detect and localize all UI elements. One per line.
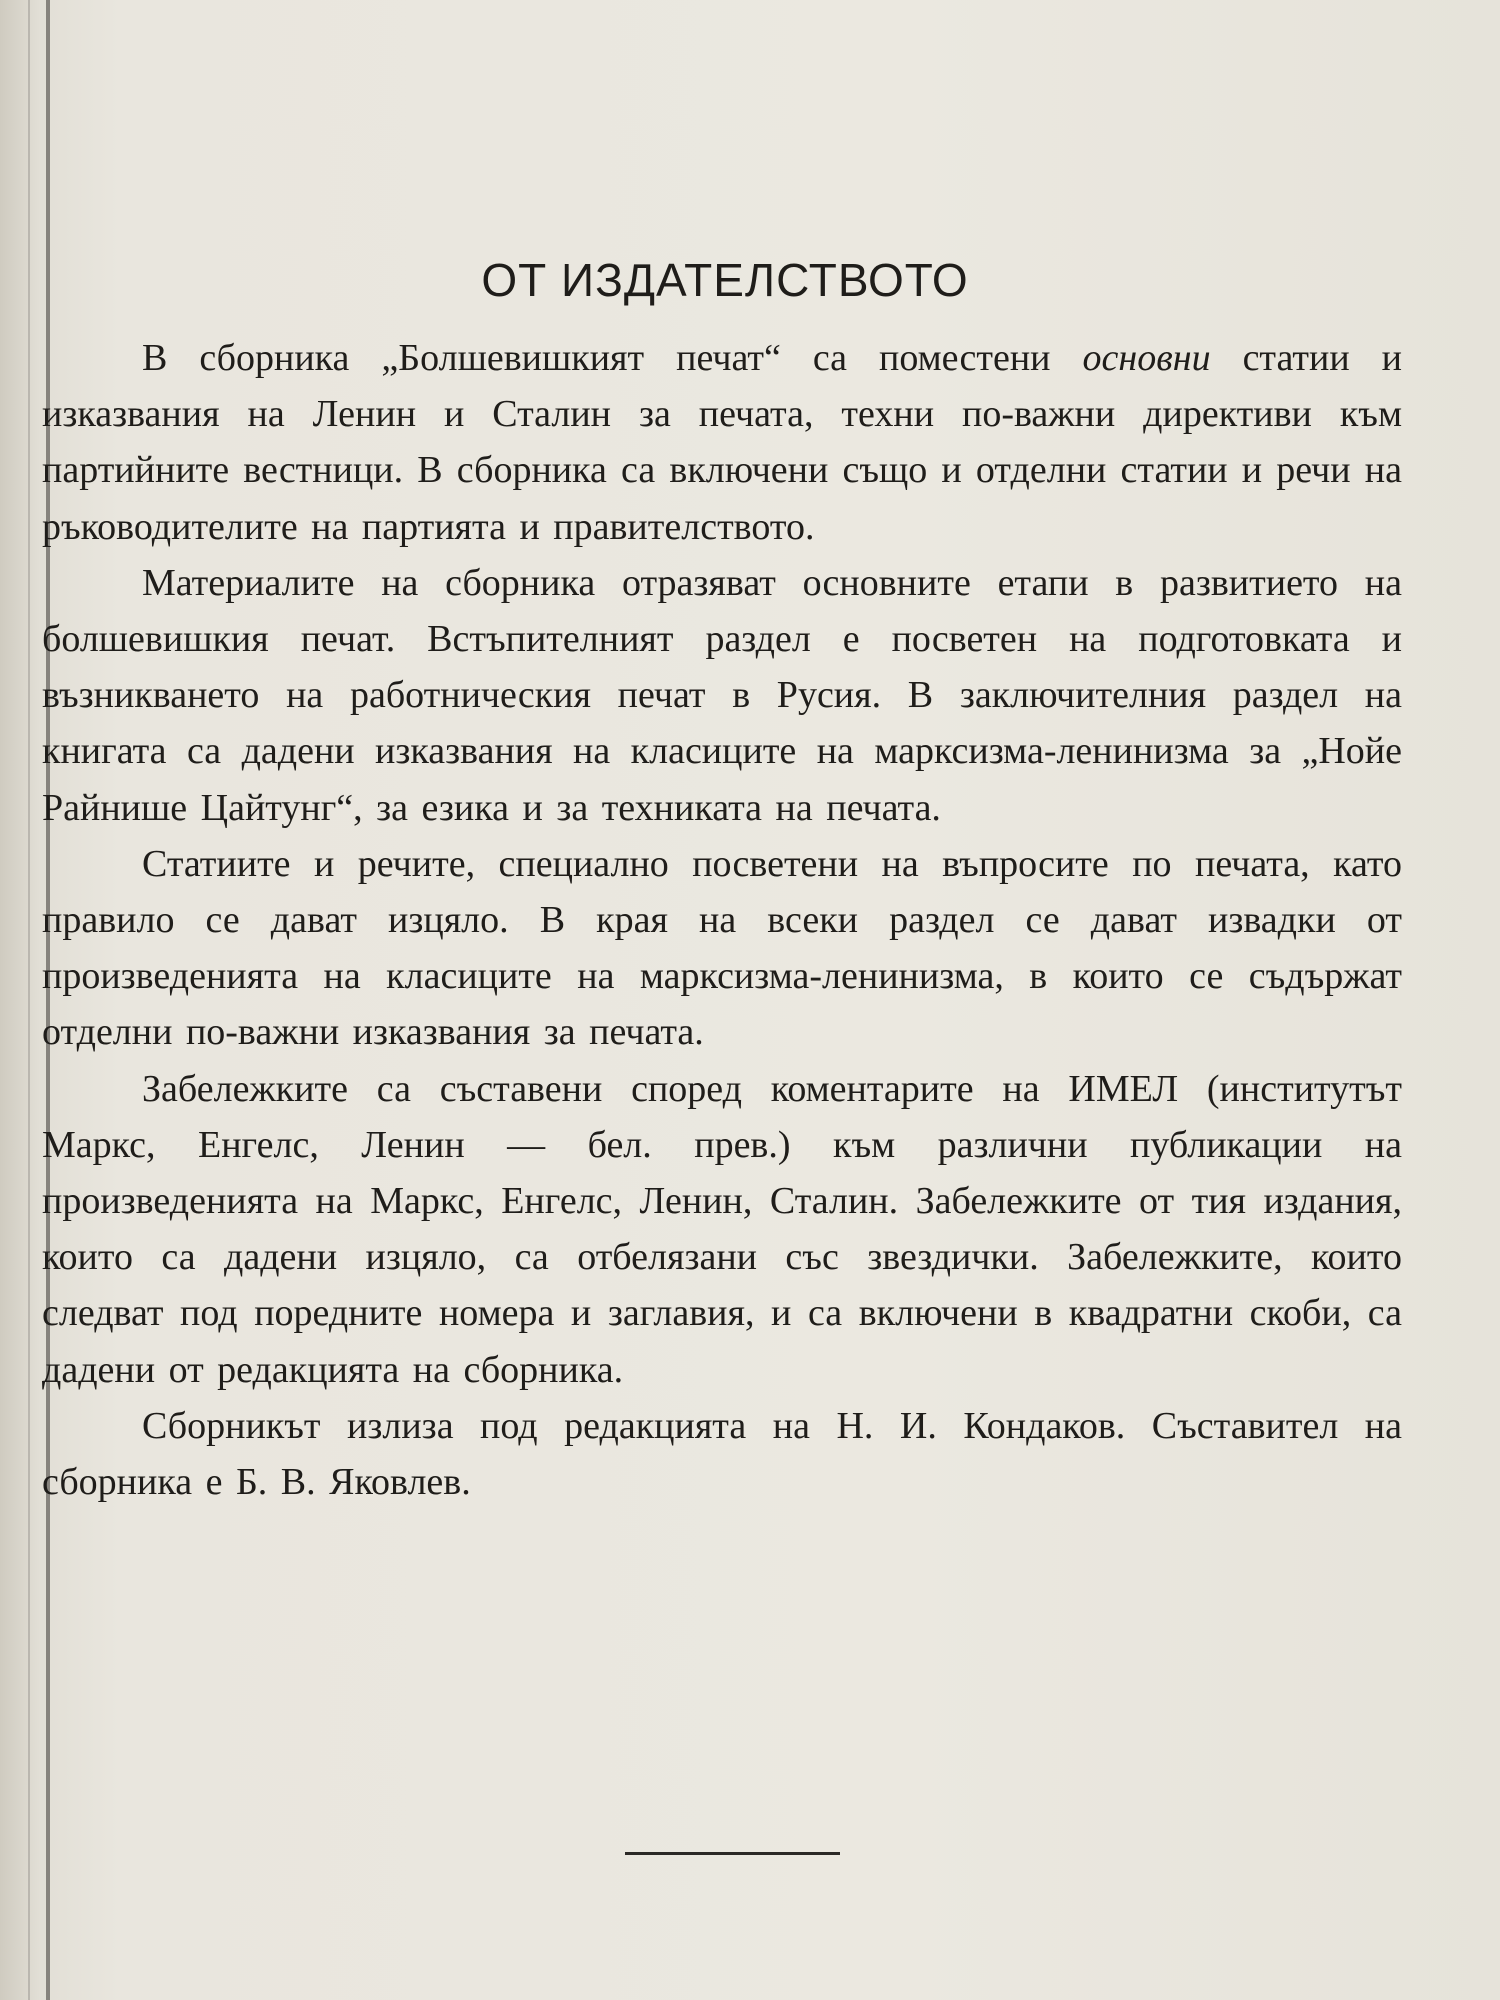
body-text [42,330,1402,1510]
paragraph-3: Статиите и речите, специално посветени на въпросите по печата, като правило се дават изцяло. В края на всеки раздел се дават извадки от произведенията на класиците на марксизма-ленинизма, в които се съдържат отделни по-важни изказвания за печата. [42,842,1402,1054]
page-title: ОТ ИЗДАТЕЛСТВОТО [481,253,969,306]
paragraph-1-emphasis: основни [1082,337,1211,379]
paragraph-1 [42,330,1402,555]
paragraph-1-text-a: В сборника „Болшевишкият печат“ са поместени [142,337,1083,379]
paragraph-5: Сборникът излиза под редакцията на Н. И. Кондаков. Съставител на сборника е Б. В. Яковлев. [42,1404,1402,1504]
paragraph-1-text-b: статии и изказвания на Ленин и Сталин за печата, техни по-важни директиви към партийните вестници. В сборника са включени също и отделни статии и речи на ръководителите на партията и правителството. [42,337,1402,548]
end-divider-line [625,1852,840,1855]
paragraph-4: Забележките са съставени според коментарите на ИМЕЛ (институтът Маркс, Енгелс, Ленин — бел. прев.) към различни публикации на произведенията на Маркс, Енгелс, Ленин, Сталин. Забележките от тия издания, които са дадени изцяло, са отбелязани със звездички. Забележките, които следват под поредните номера и заглавия, и са включени в квадратни скоби, са дадени от редакцията на сборника. [42,1067,1402,1391]
paragraph-2: Материалите на сборника отразяват основните етапи в развитието на болшевишкия печат. Встъпителният раздел е посветен на подготовката и възникването на работническия печат в Русия. В заключителния раздел на книгата са дадени изказвания на класиците на марксизма-ленинизма за „Нойе Райнише Цайтунг“, за езика и за техниката на печата. [42,561,1402,829]
